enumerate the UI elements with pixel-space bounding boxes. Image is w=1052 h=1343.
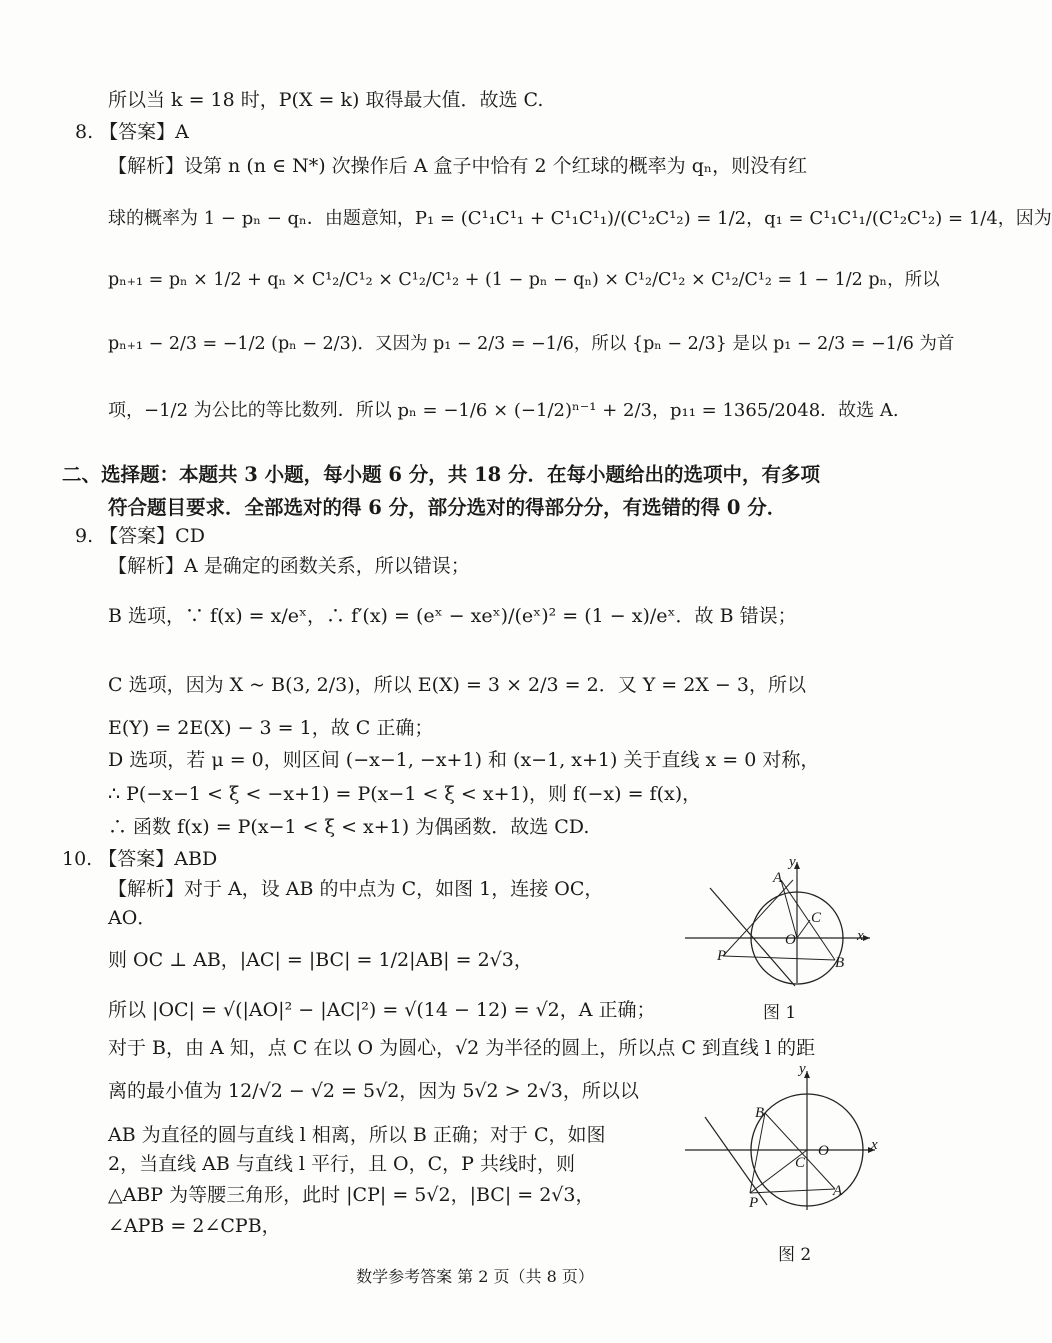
label-P: P — [749, 1195, 759, 1211]
q9-analysis-6: ∴ P(−x−1 < ξ < −x+1) = P(x−1 < ξ < x+1)，则 f(−x) = f(x)， — [108, 783, 702, 805]
section2-instruction-1: 二、选择题：本题共 3 小题，每小题 6 分，共 18 分．在每小题给出的选项中，有多项 — [62, 463, 821, 486]
label-A: A — [773, 870, 783, 886]
label-O: O — [818, 1143, 829, 1159]
label-C: C — [811, 910, 822, 926]
label-x: x — [871, 1137, 878, 1153]
q8-analysis-4: pₙ₊₁ − 2/3 = −1/2 (pₙ − 2/3)．又因为 p₁ − 2/3 = −1/6，所以 {pₙ − 2/3} 是以 p₁ − 2/3 = −1/6 为首 — [108, 334, 955, 354]
q10-analysis-9: △ABP 为等腰三角形，此时 |CP| = 5√2，|BC| = 2√3， — [108, 1184, 595, 1206]
q10-analysis-4: 所以 |OC| = √(|AO|² − |AC|²) = √(14 − 12) = √2，A 正确； — [108, 999, 656, 1021]
label-B: B — [755, 1105, 765, 1121]
label-A: A — [833, 1183, 843, 1199]
figure-2 — [685, 1061, 885, 1215]
label-x: x — [857, 928, 864, 944]
q8-analysis-3: pₙ₊₁ = pₙ × 1/2 + qₙ × C¹₂/C¹₂ × C¹₂/C¹₂ + (1 − pₙ − qₙ) × C¹₂/C¹₂ × C¹₂/C¹₂ = 1 − 1/2 pₙ，所以 — [108, 270, 940, 290]
line-l — [705, 1117, 767, 1205]
q10-analysis-1: 【解析】对于 A，设 AB 的中点为 C，如图 1，连接 OC， — [108, 878, 604, 900]
figure-1 — [685, 854, 875, 988]
q10-analysis-3: 则 OC ⊥ AB，|AC| = |BC| = 1/2|AB| = 2√3， — [108, 949, 533, 971]
q9-analysis-7: ∴ 函数 f(x) = P(x−1 < ξ < x+1) 为偶函数．故选 CD. — [108, 816, 590, 838]
q8-analysis-1: 【解析】设第 n (n ∈ N*) 次操作后 A 盒子中恰有 2 个红球的概率为 qₙ，则没有红 — [108, 155, 808, 177]
q8-answer: 8. 【答案】A — [75, 121, 189, 143]
page-footer: 数学参考答案 第 2 页（共 8 页） — [356, 1267, 594, 1286]
q9-analysis-4: E(Y) = 2E(X) − 3 = 1，故 C 正确； — [108, 717, 434, 739]
q9-analysis-3: C 选项，因为 X ~ B(3, 2/3)，所以 E(X) = 3 × 2/3 = 2．又 Y = 2X − 3，所以 — [108, 674, 806, 696]
line-l — [710, 888, 795, 986]
q10-analysis-8: 2，当直线 AB 与直线 l 平行，且 O，C，P 共线时，则 — [108, 1153, 575, 1175]
figure-1-caption: 图 1 — [763, 1003, 797, 1023]
q9-answer: 9. 【答案】CD — [75, 525, 205, 547]
q10-analysis-6: 离的最小值为 12/√2 − √2 = 5√2，因为 5√2 > 2√3，所以以 — [108, 1080, 639, 1102]
label-C: C — [795, 1155, 806, 1171]
figure-2-caption: 图 2 — [778, 1245, 812, 1265]
label-O: O — [785, 932, 796, 948]
label-y: y — [799, 1061, 806, 1077]
q10-answer: 10. 【答案】ABD — [62, 848, 218, 870]
q10-analysis-5: 对于 B，由 A 知，点 C 在以 O 为圆心，√2 为半径的圆上，所以点 C 到直线 l 的距 — [108, 1037, 816, 1059]
q10-analysis-2: AO． — [108, 907, 157, 929]
label-B: B — [835, 955, 845, 971]
q8-analysis-2: 球的概率为 1 − pₙ − qₙ．由题意知，P₁ = (C¹₁C¹₁ + C¹₁C¹₁)/(C¹₂C¹₂) = 1/2，q₁ = C¹₁C¹₁/(C¹₂C¹₂) = 1/4，因为 — [108, 208, 1052, 229]
q9-analysis-5: D 选项，若 μ = 0，则区间 (−x−1, −x+1) 和 (x−1, x+1) 关于直线 x = 0 对称， — [108, 749, 820, 771]
section2-instruction-2: 符合题目要求．全部选对的得 6 分，部分选对的得部分分，有选错的得 0 分． — [108, 496, 787, 519]
label-P: P — [717, 948, 727, 964]
q9-analysis-1: 【解析】A 是确定的函数关系，所以错误； — [108, 555, 470, 577]
q10-analysis-7: AB 为直径的圆与直线 l 相离，所以 B 正确；对于 C，如图 — [108, 1124, 606, 1146]
q10-analysis-10: ∠APB = 2∠CPB， — [108, 1215, 281, 1237]
q8-analysis-5: 项，−1/2 为公比的等比数列．所以 pₙ = −1/6 × (−1/2)ⁿ⁻¹ + 2/3，p₁₁ = 1365/2048．故选 A. — [108, 400, 899, 421]
label-y: y — [789, 854, 796, 870]
text-line-1: 所以当 k = 18 时，P(X = k) 取得最大值．故选 C. — [108, 89, 544, 111]
q9-analysis-2: B 选项，∵ f(x) = x/eˣ，∴ f′(x) = (eˣ − xeˣ)/(eˣ)² = (1 − x)/eˣ．故 B 错误； — [108, 605, 797, 627]
